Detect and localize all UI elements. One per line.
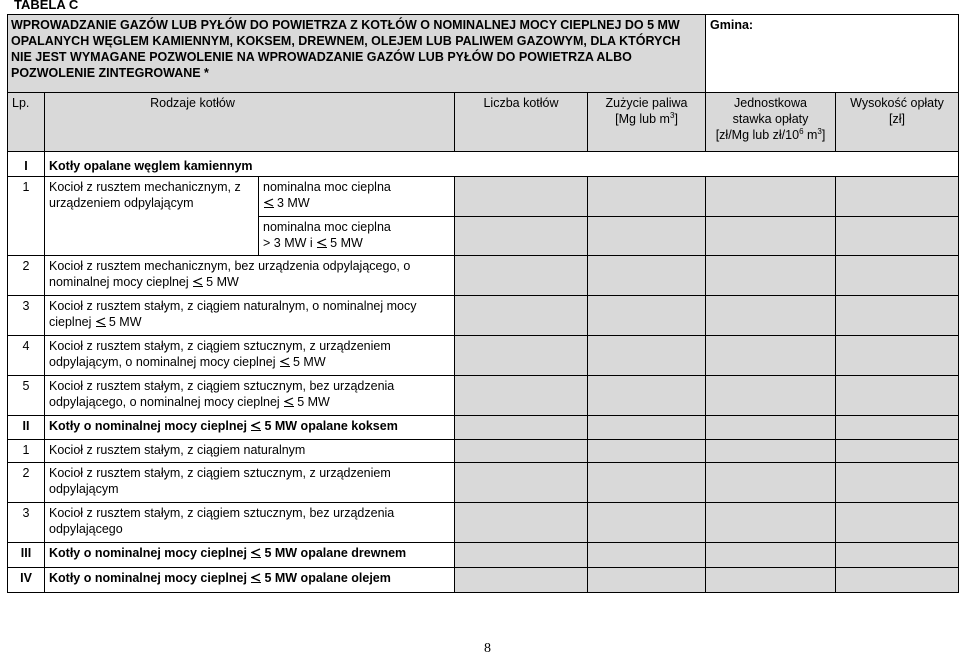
table-label: TABELA C bbox=[14, 0, 79, 12]
row-number: 5 bbox=[8, 376, 45, 416]
less-equal-icon bbox=[251, 573, 261, 583]
liczba-cell[interactable] bbox=[455, 296, 588, 336]
sub-variant-a-line2: 3 MW bbox=[277, 196, 310, 210]
fee-table bbox=[7, 14, 959, 593]
less-equal-icon bbox=[284, 397, 294, 407]
wysokosc-cell[interactable] bbox=[836, 543, 959, 568]
row-name bbox=[45, 296, 455, 336]
wysokosc-cell[interactable] bbox=[836, 440, 959, 463]
wysokosc-cell[interactable] bbox=[836, 463, 959, 503]
zuzycie-cell[interactable] bbox=[588, 256, 706, 296]
row-name bbox=[45, 336, 455, 376]
col-wysokosc-line1: Wysokość opłaty bbox=[850, 96, 944, 110]
wysokosc-cell[interactable] bbox=[836, 336, 959, 376]
section-number: III bbox=[8, 543, 45, 568]
stawka-cell[interactable] bbox=[706, 217, 836, 256]
less-equal-icon bbox=[317, 238, 327, 248]
row-text-tail: 5 MW bbox=[108, 315, 142, 329]
wysokosc-cell[interactable] bbox=[836, 256, 959, 296]
col-zuzycie-end: ] bbox=[674, 112, 678, 126]
zuzycie-cell[interactable] bbox=[588, 568, 706, 593]
liczba-cell[interactable] bbox=[455, 503, 588, 543]
less-equal-icon bbox=[193, 277, 203, 287]
col-stawka-sup2: 3 bbox=[817, 126, 822, 136]
liczba-cell[interactable] bbox=[455, 177, 588, 217]
col-stawka bbox=[706, 93, 836, 152]
col-wysokosc-line2: [zł] bbox=[889, 112, 905, 126]
stawka-cell[interactable] bbox=[706, 416, 836, 440]
sub-variant-a-line1: nominalna moc cieplna bbox=[263, 180, 391, 194]
col-stawka-line2: stawka opłaty bbox=[732, 112, 809, 126]
col-rodzaje: Rodzaje kotłów bbox=[45, 93, 455, 152]
stawka-cell[interactable] bbox=[706, 177, 836, 217]
less-equal-icon bbox=[251, 548, 261, 558]
row-text: Kocioł z rusztem stałym, z ciągiem sztucznym, bez urządzenia odpylającego, o nominalnej mocy cieplnej bbox=[49, 379, 395, 409]
col-zuzycie-sup: 3 bbox=[669, 110, 675, 120]
stawka-cell[interactable] bbox=[706, 440, 836, 463]
row-name: Kocioł z rusztem stałym, z ciągiem naturalnym bbox=[45, 440, 455, 463]
less-equal-icon bbox=[251, 421, 261, 431]
liczba-cell[interactable] bbox=[455, 376, 588, 416]
col-wysokosc bbox=[836, 93, 959, 152]
row-number: 2 bbox=[8, 256, 45, 296]
col-stawka-sup1: 6 bbox=[799, 126, 804, 136]
section-title: Kotły opalane węglem kamiennym bbox=[45, 152, 959, 177]
sub-variant-b-line1: nominalna moc cieplna bbox=[263, 220, 391, 234]
zuzycie-cell[interactable] bbox=[588, 336, 706, 376]
section-title-a: Kotły o nominalnej mocy cieplnej bbox=[49, 546, 247, 560]
wysokosc-cell[interactable] bbox=[836, 568, 959, 593]
liczba-cell[interactable] bbox=[455, 568, 588, 593]
section-title bbox=[45, 568, 455, 593]
row-number: 1 bbox=[8, 440, 45, 463]
sub-variant-b-line2b: 5 MW bbox=[330, 236, 363, 250]
row-text: Kocioł z rusztem mechanicznym, bez urządzenia odpylającego, o nominalnej mocy cieplnej bbox=[49, 259, 411, 289]
section-number: I bbox=[8, 152, 45, 177]
row-text-tail: 5 MW bbox=[297, 395, 330, 409]
less-equal-icon bbox=[96, 317, 106, 327]
stawka-cell[interactable] bbox=[706, 376, 836, 416]
stawka-cell[interactable] bbox=[706, 256, 836, 296]
stawka-cell[interactable] bbox=[706, 503, 836, 543]
gmina-label: Gmina: bbox=[706, 15, 959, 93]
liczba-cell[interactable] bbox=[455, 463, 588, 503]
page-number: 8 bbox=[484, 641, 491, 656]
row-name: Kocioł z rusztem stałym, z ciągiem sztucznym, z urządzeniem odpylającym bbox=[45, 463, 455, 503]
section-title-a: Kotły o nominalnej mocy cieplnej bbox=[49, 571, 247, 585]
section-title-b: 5 MW opalane olejem bbox=[264, 571, 391, 585]
liczba-cell[interactable] bbox=[455, 416, 588, 440]
col-zuzycie bbox=[588, 93, 706, 152]
liczba-cell[interactable] bbox=[455, 256, 588, 296]
stawka-cell[interactable] bbox=[706, 568, 836, 593]
wysokosc-cell[interactable] bbox=[836, 296, 959, 336]
stawka-cell[interactable] bbox=[706, 543, 836, 568]
zuzycie-cell[interactable] bbox=[588, 440, 706, 463]
row-text-tail: 5 MW bbox=[206, 275, 239, 289]
row-number: 3 bbox=[8, 296, 45, 336]
col-stawka-unit-c: ] bbox=[821, 128, 826, 142]
col-stawka-line1: Jednostkowa bbox=[734, 96, 807, 110]
zuzycie-cell[interactable] bbox=[588, 296, 706, 336]
section-title bbox=[45, 416, 455, 440]
section-title-a: Kotły o nominalnej mocy cieplnej bbox=[49, 419, 247, 433]
zuzycie-cell[interactable] bbox=[588, 463, 706, 503]
stawka-cell[interactable] bbox=[706, 296, 836, 336]
wysokosc-cell[interactable] bbox=[836, 503, 959, 543]
section-number: II bbox=[8, 416, 45, 440]
less-equal-icon bbox=[280, 357, 290, 367]
table-title: WPROWADZANIE GAZÓW LUB PYŁÓW DO POWIETRZA Z KOTŁÓW O NOMINALNEJ MOCY CIEPLNEJ DO 5 MW OPALANYCH WĘGLEM KAMIENNYM, KOKSEM, DREWNEM, OLEJEM LUB PALIWEM GAZOWYM, DLA KTÓRYCH NIE JEST WYMAGANE POZWOLENIE NA WPROWADZANIE GAZÓW LUB PYŁÓW DO POWIETRZA ALBO POZWOLENIE ZINTEGROWANE * bbox=[8, 15, 706, 93]
wysokosc-cell[interactable] bbox=[836, 217, 959, 256]
row-number: 1 bbox=[8, 177, 45, 256]
sub-variant-b bbox=[259, 217, 455, 256]
stawka-cell[interactable] bbox=[706, 336, 836, 376]
section-title-b: 5 MW opalane koksem bbox=[264, 419, 398, 433]
zuzycie-cell[interactable] bbox=[588, 416, 706, 440]
stawka-cell[interactable] bbox=[706, 463, 836, 503]
col-stawka-unit-a: [zł/Mg lub zł/10 bbox=[715, 128, 800, 142]
zuzycie-cell[interactable] bbox=[588, 376, 706, 416]
col-stawka-unit-b: m bbox=[803, 128, 818, 142]
row-name bbox=[45, 256, 455, 296]
zuzycie-cell[interactable] bbox=[588, 177, 706, 217]
liczba-cell[interactable] bbox=[455, 217, 588, 256]
row-name bbox=[45, 376, 455, 416]
zuzycie-cell[interactable] bbox=[588, 217, 706, 256]
row-name: Kocioł z rusztem stałym, z ciągiem sztucznym, bez urządzenia odpylającego bbox=[45, 503, 455, 543]
liczba-cell[interactable] bbox=[455, 440, 588, 463]
row-text: Kocioł z rusztem stałym, z ciągiem naturalnym, o nominalnej mocy cieplnej bbox=[49, 299, 417, 329]
row-text: Kocioł z rusztem stałym, z ciągiem sztucznym, z urządzeniem odpylającym, o nominalnej mocy cieplnej bbox=[49, 339, 391, 369]
row-text-tail: 5 MW bbox=[293, 355, 326, 369]
row-number: 3 bbox=[8, 503, 45, 543]
zuzycie-cell[interactable] bbox=[588, 503, 706, 543]
col-liczba: Liczba kotłów bbox=[455, 93, 588, 152]
less-equal-icon bbox=[264, 198, 274, 208]
col-zuzycie-line1: Zużycie paliwa bbox=[605, 96, 688, 110]
wysokosc-cell[interactable] bbox=[836, 177, 959, 217]
row-number: 4 bbox=[8, 336, 45, 376]
liczba-cell[interactable] bbox=[455, 543, 588, 568]
col-lp: Lp. bbox=[8, 93, 45, 152]
section-number: IV bbox=[8, 568, 45, 593]
section-title bbox=[45, 543, 455, 568]
section-title-b: 5 MW opalane drewnem bbox=[264, 546, 407, 560]
liczba-cell[interactable] bbox=[455, 336, 588, 376]
row-number: 2 bbox=[8, 463, 45, 503]
sub-variant-b-line2a: > 3 MW i bbox=[263, 236, 313, 250]
wysokosc-cell[interactable] bbox=[836, 376, 959, 416]
sub-variant-a bbox=[259, 177, 455, 217]
wysokosc-cell[interactable] bbox=[836, 416, 959, 440]
zuzycie-cell[interactable] bbox=[588, 543, 706, 568]
row-name: Kocioł z rusztem mechanicznym, z urządzeniem odpylającym bbox=[45, 177, 259, 256]
col-zuzycie-unit: [Mg lub m bbox=[615, 112, 670, 126]
